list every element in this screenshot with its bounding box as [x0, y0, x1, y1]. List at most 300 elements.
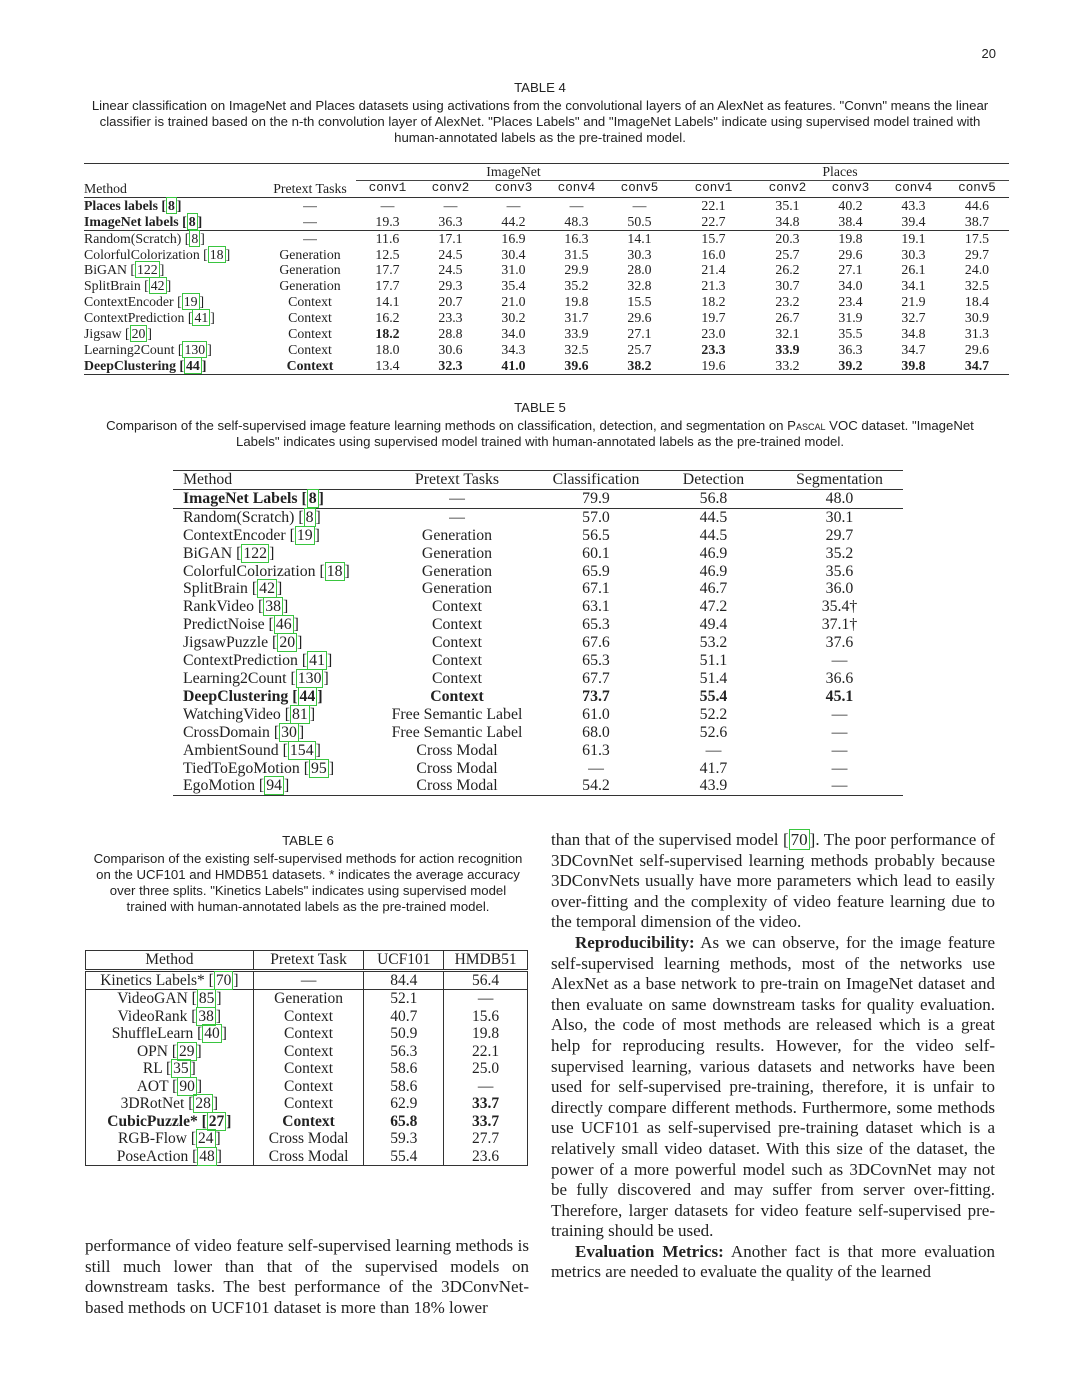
citation-ref: 90 [179, 1077, 195, 1095]
pretext-task: Context [286, 357, 334, 373]
table-row [173, 563, 903, 581]
pretext-task: Generation [279, 278, 341, 294]
citation-ref: 28 [195, 1095, 211, 1112]
table-row [84, 310, 1009, 326]
det-value: 55.4 [699, 687, 728, 705]
hmdb-value: 56.4 [444, 970, 528, 990]
value-cell: 28.0 [627, 262, 652, 278]
seg-value: 48.0 [825, 489, 854, 507]
det-value: 53.2 [699, 634, 728, 652]
value-cell: 34.7 [901, 341, 926, 357]
pretext-task: — [449, 508, 465, 526]
pretext-task: Context [430, 687, 484, 705]
method-name: VideoGAN [117, 990, 188, 1007]
value-cell: 19.8 [564, 294, 589, 310]
table-row [86, 1025, 528, 1043]
value-cell: 25.7 [775, 246, 800, 262]
value-cell: 14.1 [627, 230, 652, 246]
left-paragraph: performance of video feature self-supervised learning methods is still much lower than that of the supervised models on downstream tasks. The best performance of the 3DConvNet-based methods on UCF101 dataset is more than 18% lower [85, 1236, 529, 1317]
value-cell: 34.8 [901, 326, 926, 342]
value-cell: 16.0 [701, 246, 726, 262]
det-value: 52.6 [699, 723, 728, 741]
cls-value: 67.7 [582, 669, 610, 687]
column-header: Pretext Tasks [273, 180, 347, 196]
citation-ref: 122 [136, 262, 158, 278]
table-row [86, 1148, 528, 1166]
table5-caption-b: VOC dataset. "ImageNet Labels" indicates using supervised model trained with human-annotated labels as the pre-trained model. [235, 418, 974, 449]
value-cell: 26.2 [775, 262, 800, 278]
table-row [86, 1060, 528, 1078]
right-p3-body: Another fact is that more evaluation metrics are needed to evaluate the quality of the learned [551, 1241, 996, 1282]
citation-ref: 41 [309, 652, 325, 670]
ucf-value: 40.7 [364, 1008, 444, 1026]
pretext-task: Context [431, 616, 483, 634]
det-value: 44.5 [699, 526, 728, 544]
pretext-task: Context [253, 1095, 364, 1113]
method-cell: VideoGAN [ 85 ] [86, 990, 254, 1008]
value-cell: 39.2 [838, 357, 863, 373]
value-cell: 19.7 [701, 310, 726, 326]
method-cell: Places labels [ 8 ] [84, 197, 182, 213]
citation-ref: 20 [131, 326, 146, 342]
method-cell: Learning2Count [ 130 ] [84, 341, 212, 357]
method-name: Random(Scratch) [183, 508, 295, 526]
value-cell: 44.2 [501, 213, 526, 229]
left-column-text [85, 1236, 529, 1318]
value-cell: 50.5 [627, 213, 652, 229]
method-cell: VideoRank [ 38 ] [86, 1008, 254, 1026]
value-cell: 32.1 [775, 326, 800, 342]
citation-ref: 41 [194, 310, 209, 326]
method-cell: SplitBrain [ 42 ] [84, 278, 172, 294]
value-cell: 18.2 [701, 294, 726, 310]
method-cell: ContextPrediction [ 41 ] [84, 310, 215, 326]
table-row [84, 342, 1009, 358]
value-cell: 15.5 [627, 294, 652, 310]
column-header: conv5 [620, 180, 659, 195]
method-name: WatchingVideo [183, 705, 281, 723]
citation-ref: 122 [243, 544, 268, 562]
value-cell: 35.5 [838, 326, 863, 342]
value-cell: 40.2 [838, 197, 863, 213]
citation-ref: 19 [296, 526, 313, 544]
value-cell: 34.0 [501, 326, 526, 342]
value-cell: 41.0 [501, 357, 526, 373]
cls-value: — [588, 759, 604, 777]
column-header: Method [183, 471, 233, 488]
pretext-task: Cross Modal [253, 1148, 364, 1166]
method-name: PredictNoise [183, 616, 265, 634]
method-cell: ImageNet labels [ 8 ] [84, 213, 203, 229]
cls-value: 65.3 [582, 616, 610, 634]
citation-ref: 18 [209, 246, 224, 262]
table-row [173, 670, 903, 688]
citation-ref: 85 [198, 990, 215, 1007]
value-cell: 30.3 [627, 246, 652, 262]
table-row [173, 508, 903, 526]
cls-value: 57.0 [582, 508, 610, 526]
pretext-task: Context [288, 341, 332, 357]
pretext-task: Context [431, 669, 483, 687]
pretext-task: Context [253, 1043, 364, 1061]
det-value: 52.2 [699, 705, 728, 723]
value-cell: 34.3 [501, 341, 526, 357]
method-cell: 3DRotNet [ 28 ] [86, 1095, 254, 1113]
value-cell: 43.3 [901, 197, 926, 213]
citation-ref: 29 [179, 1042, 195, 1060]
method-cell: AOT [ 90 ] [86, 1078, 254, 1096]
right-p1-a: than that of the supervised model [551, 830, 779, 849]
value-cell: 21.0 [501, 294, 526, 310]
value-cell: 31.0 [501, 262, 526, 278]
method-cell: RankVideo [ 38 ] [183, 598, 289, 616]
method-name: 3DRotNet [120, 1095, 185, 1112]
method-name: BiGAN [84, 262, 127, 278]
citation-ref: 70 [215, 971, 232, 989]
value-cell: 31.5 [564, 246, 589, 262]
hmdb-value: 27.7 [444, 1130, 528, 1148]
hmdb-value: — [444, 990, 528, 1008]
value-cell: 30.9 [964, 310, 990, 326]
method-cell: ColorfulColorization [ 18 ] [183, 562, 350, 580]
seg-value: 35.4† [821, 598, 858, 616]
value-cell: 39.8 [901, 357, 926, 373]
method-name: SplitBrain [183, 580, 248, 598]
method-name: ContextPrediction [183, 652, 298, 670]
pretext-task: Context [431, 598, 483, 616]
method-name: PoseAction [116, 1147, 189, 1165]
value-cell: 26.7 [775, 310, 800, 326]
citation-ref: 46 [275, 616, 292, 634]
table6-caption-block [90, 833, 526, 915]
table6-label: TABLE 6 [282, 833, 334, 848]
column-header: Pretext Task [253, 951, 364, 971]
table4-caption-block [88, 80, 992, 146]
column-header: conv4 [894, 180, 933, 195]
method-name: DeepClustering [183, 687, 289, 705]
value-cell: 23.4 [838, 294, 863, 310]
value-cell: 34.7 [964, 357, 990, 373]
method-cell: Random(Scratch) [ 8 ] [183, 508, 321, 526]
ucf-value: 62.9 [364, 1095, 444, 1113]
value-cell: 39.4 [901, 213, 926, 229]
hmdb-value: 15.6 [444, 1008, 528, 1026]
method-cell: BiGAN [ 122 ] [183, 544, 275, 562]
method-name: TiedToEgoMotion [183, 759, 300, 777]
method-cell: CubicPuzzle* [ 27 ] [86, 1113, 254, 1131]
seg-value: — [831, 759, 848, 777]
citation-ref: 18 [326, 562, 343, 580]
cls-value: 65.3 [582, 652, 610, 670]
method-cell: ImageNet Labels [ 8 ] [183, 489, 324, 507]
table-row [86, 1043, 528, 1061]
det-value: 43.9 [699, 777, 728, 795]
table-row [173, 760, 903, 778]
seg-value: — [831, 741, 848, 759]
value-cell: 16.2 [375, 310, 400, 326]
citation-ref: 8 [168, 197, 175, 213]
value-cell: 33.2 [775, 357, 800, 373]
value-cell: 34.8 [775, 213, 800, 229]
value-cell: 18.4 [964, 294, 990, 310]
ucf-value: 58.6 [364, 1060, 444, 1078]
table5-caption-pascal: Pascal [787, 418, 826, 433]
value-cell: 30.7 [775, 278, 800, 294]
table-row [84, 294, 1009, 310]
value-cell: 25.7 [627, 341, 652, 357]
value-cell: 28.8 [438, 326, 463, 342]
ucf-value: 50.9 [364, 1025, 444, 1043]
value-cell: 29.6 [627, 310, 652, 326]
pretext-task: — [303, 213, 317, 229]
ucf-value: 55.4 [364, 1148, 444, 1166]
method-cell: PredictNoise [ 46 ] [183, 616, 299, 634]
table5-caption-a: Comparison of the self-supervised image feature learning methods on classification, detection, and segmentation on [106, 418, 784, 433]
citation-ref: 44 [299, 687, 316, 705]
det-value: 51.4 [699, 669, 728, 687]
pretext-task: Context [288, 326, 332, 342]
method-cell: RL [ 35 ] [86, 1060, 254, 1078]
seg-value: 30.1 [825, 508, 854, 526]
method-name: AOT [136, 1077, 169, 1095]
seg-value: 45.1 [825, 687, 854, 705]
seg-value: 37.1† [821, 616, 858, 634]
column-header: conv1 [694, 180, 733, 195]
table5-label: TABLE 5 [514, 400, 566, 415]
value-cell: 26.1 [901, 262, 926, 278]
hmdb-value: 19.8 [444, 1025, 528, 1043]
value-cell: — [506, 197, 521, 213]
citation-ref: 42 [259, 580, 275, 598]
method-cell: Kinetics Labels* [ 70 ] [86, 970, 254, 990]
method-name: Learning2Count [183, 669, 287, 687]
citation-ref: 130 [297, 669, 322, 687]
citation-ref: 154 [289, 741, 314, 759]
value-cell: 29.7 [964, 246, 990, 262]
cls-value: 60.1 [582, 544, 610, 562]
table5 [173, 470, 903, 796]
pretext-task: — [253, 970, 364, 990]
value-cell: 20.3 [775, 230, 800, 246]
method-name: BiGAN [183, 544, 233, 562]
method-cell: ContextEncoder [ 19 ] [84, 294, 205, 310]
method-cell: Learning2Count [ 130 ] [183, 669, 329, 687]
value-cell: 24.0 [964, 262, 990, 278]
value-cell: 30.4 [501, 246, 526, 262]
reproducibility-heading: Reproducibility: [575, 932, 695, 952]
pretext-task: Generation [421, 544, 493, 562]
seg-value: — [831, 777, 848, 795]
citation-ref: 95 [311, 759, 327, 777]
value-cell: 11.6 [375, 230, 400, 246]
citation-ref: 8 [305, 508, 314, 526]
citation-ref: 8 [188, 213, 196, 229]
citation-ref: 48 [199, 1147, 215, 1165]
value-cell: 35.1 [775, 197, 800, 213]
value-cell: 30.2 [501, 310, 526, 326]
method-name: ColorfulColorization [183, 562, 316, 580]
pretext-task: Context [253, 1078, 364, 1096]
det-value: 46.7 [699, 580, 728, 598]
table-row [173, 688, 903, 706]
value-cell: 16.9 [501, 230, 526, 246]
column-header: conv3 [831, 180, 870, 195]
column-header: Method [86, 951, 254, 971]
citation-ref: 20 [279, 634, 296, 652]
table-row [86, 1008, 528, 1026]
method-cell: ShuffleLearn [ 40 ] [86, 1025, 254, 1043]
pretext-task: Context [288, 294, 332, 310]
value-cell: 14.1 [375, 294, 400, 310]
value-cell: 22.1 [701, 197, 726, 213]
method-name: ShuffleLearn [111, 1025, 194, 1042]
value-cell: 13.4 [375, 357, 400, 373]
method-name: CubicPuzzle* [107, 1112, 198, 1130]
citation-ref: 40 [204, 1025, 220, 1042]
table-row [86, 1113, 528, 1131]
seg-value: 37.6 [825, 634, 854, 652]
det-value: 47.2 [699, 598, 728, 616]
method-name: ContextEncoder [84, 294, 174, 310]
method-cell: BiGAN [ 122 ] [84, 262, 165, 278]
column-header: HMDB51 [444, 951, 528, 971]
table4-caption: Linear classification on ImageNet and Places datasets using activations from the convolutional layers of an AlexNet as features. "Convn" means the linear classifier is trained based on the n-th convolution layer of AlexNet. "Places Labels" and "ImageNet Labels" indicate using supervised model trained with human-annotated labels as the pre-trained model. [91, 98, 989, 145]
hmdb-value: 22.1 [444, 1043, 528, 1061]
table-row [173, 598, 903, 616]
value-cell: 24.5 [438, 246, 463, 262]
table-row [86, 1078, 528, 1096]
method-cell: Jigsaw [ 20 ] [84, 326, 153, 342]
hmdb-value: 25.0 [444, 1060, 528, 1078]
method-name: ColorfulColorization [84, 246, 200, 262]
citation-ref: 19 [183, 294, 198, 310]
value-cell: — [632, 197, 647, 213]
method-cell: RGB-Flow [ 24 ] [86, 1130, 254, 1148]
seg-value: — [831, 652, 848, 670]
ucf-value: 84.4 [364, 970, 444, 990]
column-header: Pretext Tasks [414, 471, 500, 488]
table4-group-imagenet: ImageNet [356, 164, 671, 181]
table-row [84, 247, 1009, 263]
method-name: Jigsaw [84, 326, 122, 342]
table-row [84, 326, 1009, 342]
table-row [173, 545, 903, 563]
method-name: Random(Scratch) [84, 230, 182, 246]
pretext-task: Context [288, 310, 332, 326]
table-row [173, 742, 903, 760]
method-name: JigsawPuzzle [183, 634, 269, 652]
hmdb-value: 33.7 [444, 1095, 528, 1113]
value-cell: 32.5 [964, 278, 990, 294]
method-name: ContextEncoder [183, 526, 286, 544]
method-name: SplitBrain [84, 278, 141, 294]
column-header: conv2 [431, 180, 470, 195]
value-cell: 29.6 [964, 341, 990, 357]
pretext-task: Context [253, 1113, 364, 1131]
method-name: VideoRank [117, 1007, 188, 1025]
value-cell: — [569, 197, 584, 213]
page-number: 20 [981, 46, 996, 61]
value-cell: 23.3 [701, 341, 726, 357]
value-cell: 23.0 [701, 326, 726, 342]
table5-caption-block [100, 400, 980, 450]
value-cell: 19.8 [838, 230, 863, 246]
table-row [173, 777, 903, 795]
det-value: 41.7 [699, 759, 728, 777]
value-cell: 38.4 [838, 213, 863, 229]
det-value: — [705, 741, 722, 759]
value-cell: 19.6 [701, 357, 726, 373]
value-cell: 33.9 [775, 341, 800, 357]
pretext-task: — [303, 197, 317, 213]
ucf-value: 58.6 [364, 1078, 444, 1096]
cls-value: 73.7 [582, 687, 610, 705]
value-cell: 21.4 [701, 262, 726, 278]
method-name: RGB-Flow [118, 1130, 187, 1147]
det-value: 51.1 [699, 652, 728, 670]
citation-ref: 8 [191, 230, 199, 246]
value-cell: 12.5 [375, 246, 400, 262]
table-row [84, 278, 1009, 294]
pretext-task: Context [253, 1008, 364, 1026]
cls-value: 61.0 [582, 705, 610, 723]
right-p2-body: As we can observe, for the image feature self-supervised learning methods, most of the networks use AlexNet as a base network to pre-train on ImageNet dataset and then evaluate on same downstream tasks for quality evaluation. Also, the code of most methods are released which is a great help for reproducing results. However, for the video self-supervised learning, various datasets and networks have been used for self-supervised pre-training, therefore, it is unfair to directly compare different methods. Furthermore, some methods use UCF101 as self-supervised pre-training dataset which is a relatively small video dataset. With this size of the dataset, the power of a more powerful model such as 3DCovnNet may not be fully discovered and may suffer from server over-fitting. Therefore, larger datasets for video feature self-supervised pre-training should be used. [551, 932, 996, 1241]
method-cell: WatchingVideo [ 81 ] [183, 705, 316, 723]
citation-ref: 27 [208, 1112, 225, 1130]
table-row [173, 489, 903, 508]
value-cell: 38.7 [964, 213, 990, 229]
pretext-task: Context [431, 652, 483, 670]
cls-value: 56.5 [582, 526, 610, 544]
method-cell: CrossDomain [ 30 ] [183, 723, 305, 741]
method-name: ImageNet labels [84, 213, 179, 229]
value-cell: 19.1 [901, 230, 926, 246]
table-row [84, 262, 1009, 278]
cls-value: 67.1 [582, 580, 610, 598]
value-cell: 19.3 [375, 213, 400, 229]
method-name: ImageNet Labels [183, 489, 298, 507]
value-cell: 44.6 [964, 197, 990, 213]
method-cell: AmbientSound [ 154 ] [183, 741, 321, 759]
value-cell: — [380, 197, 395, 213]
seg-value: 29.7 [825, 526, 854, 544]
citation-ref: 30 [281, 723, 297, 741]
seg-value: 36.0 [825, 580, 854, 598]
pretext-task: Context [253, 1060, 364, 1078]
value-cell: 35.2 [564, 278, 589, 294]
value-cell: 15.7 [701, 230, 726, 246]
pretext-task: Cross Modal [253, 1130, 364, 1148]
pretext-task: Generation [279, 262, 341, 278]
pretext-task: Generation [421, 580, 493, 598]
method-cell: OPN [ 29 ] [86, 1043, 254, 1061]
citation-ref: 8 [308, 489, 317, 507]
column-header: Detection [682, 471, 745, 488]
pretext-task: Generation [421, 526, 493, 544]
table-row [173, 634, 903, 652]
method-cell: DeepClustering [ 44 ] [84, 357, 207, 373]
table6 [85, 950, 528, 1166]
method-name: Learning2Count [84, 341, 175, 357]
right-paragraph-1: than that of the supervised model [ 70 ]. The poor performance of 3DCovnNet self-supervised learning methods probably because 3DConvNets usually have more parameters which lead to easily over-fitting and the complexity of video feature learning due to the temporal dimension of the video. [551, 830, 995, 932]
method-name: OPN [136, 1042, 168, 1060]
pretext-task: Cross Modal [416, 741, 498, 759]
cls-value: 79.9 [582, 489, 610, 507]
pretext-task: — [449, 489, 465, 507]
value-cell: 21.3 [701, 278, 726, 294]
method-cell: ColorfulColorization [ 18 ] [84, 246, 231, 262]
table-row [86, 1130, 528, 1148]
